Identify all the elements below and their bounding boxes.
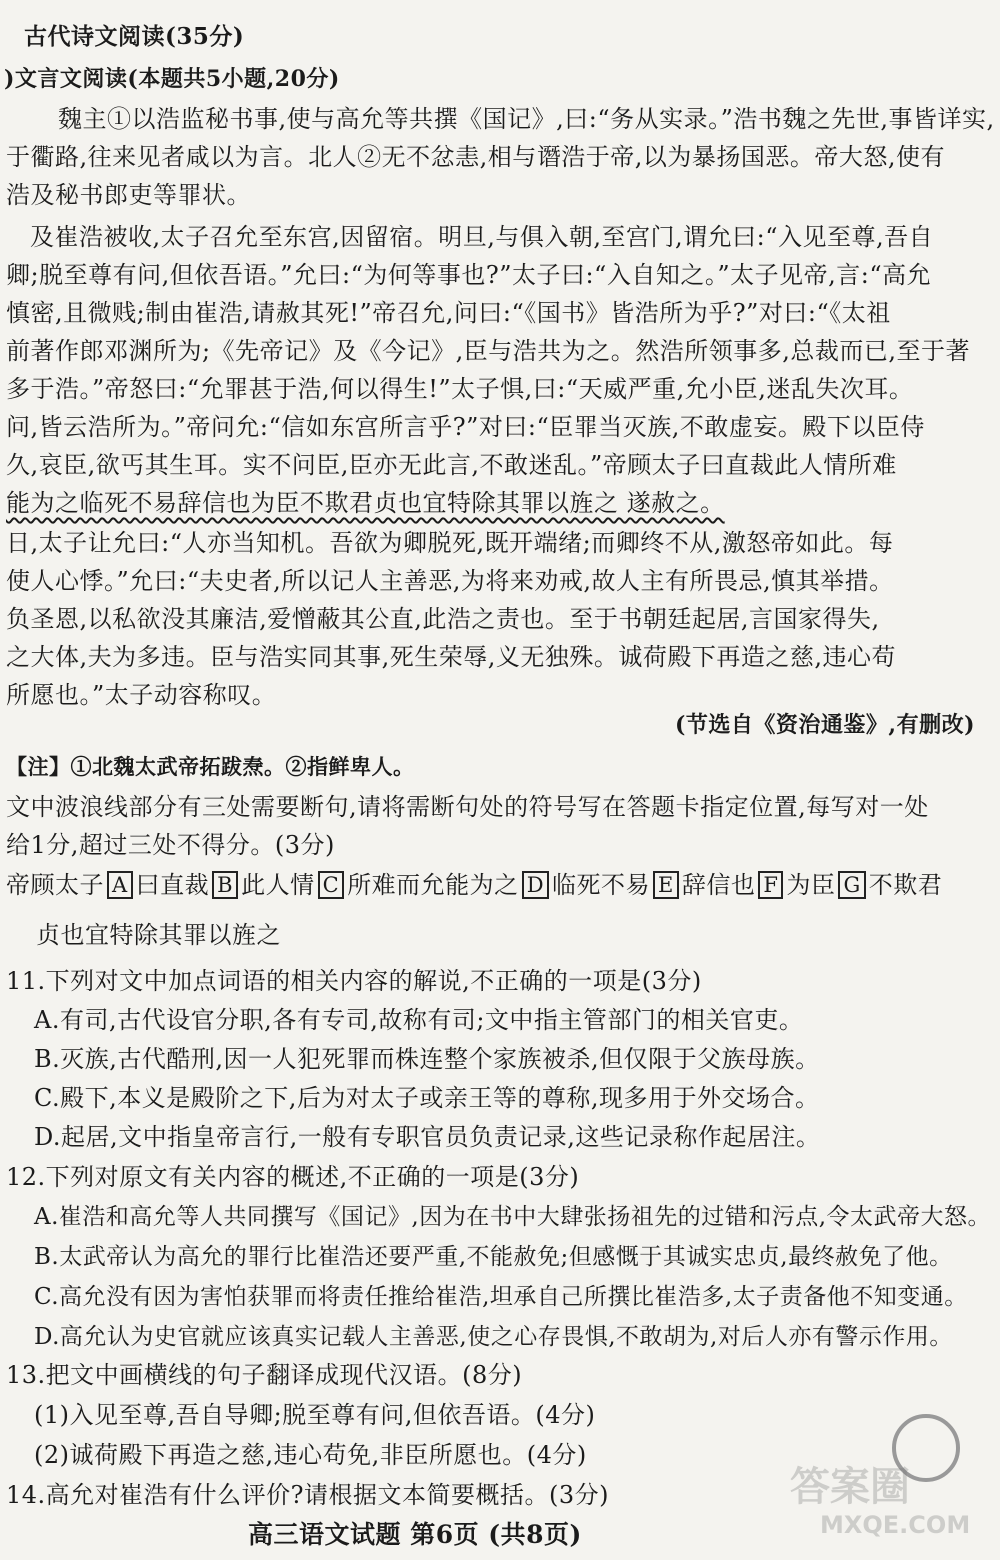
break-label-box: E: [653, 871, 679, 899]
segment: 所难而允能为之: [347, 871, 519, 899]
passage-line: 多于浩。”帝怒曰:“允罪甚于浩,何以得生!”太子惧,曰:“天威严重,允小臣,迷乱失次耳。: [6, 375, 914, 403]
svg-text:答案圈: 答案圈: [790, 1464, 910, 1510]
q10-stem: 给1分,超过三处不得分。(3分): [6, 831, 335, 859]
passage-line-wavy: 能为之临死不易辞信也为臣不欺君贞也宜特除其罪以旌之 遂赦之。: [6, 489, 725, 517]
passage-line-underlined: 卿;脱至尊有问,但依吾语。”允曰:“为何等事也?”太子曰:“入自知之。”太子见帝,言:“高允: [6, 261, 932, 289]
passage-line: 问,皆云浩所为。”帝问允:“信如东宫所言乎?”对曰:“臣罪当灭族,不敢虚妄。殿下以臣侍: [6, 413, 925, 441]
q13-stem: 13.把文中画横线的句子翻译成现代汉语。(8分): [6, 1361, 523, 1389]
segment: 曰直裁: [135, 871, 210, 899]
passage-line: 前著作郎邓渊所为;《先帝记》及《今记》,臣与浩共为之。然浩所领事多,总裁而已,至于著: [6, 337, 970, 365]
break-label-box: F: [758, 871, 783, 899]
break-label-box: B: [212, 871, 238, 899]
passage-line: 慎密,且微贱;制由崔浩,请赦其死!”帝召允,问曰:“《国书》皆浩所为乎?”对曰:“《太祖: [6, 299, 891, 327]
break-label-box: A: [107, 871, 133, 899]
q11-option-b: B.灭族,古代酷刑,因一人犯死罪而株连整个家族被杀,但仅限于父族母族。: [34, 1045, 820, 1073]
segment: 帝顾太子: [6, 871, 104, 899]
footnote: 【注】①北魏太武帝拓跋焘。②指鲜卑人。: [6, 754, 415, 779]
q12-option-a: A.崔浩和高允等人共同撰写《国记》,因为在书中大肆张扬祖先的过错和污点,令太武帝大怒。: [34, 1204, 992, 1230]
page-footer: 高三语文试题 第6页 (共8页): [248, 1520, 582, 1549]
q12-option-d: D.高允认为史官就应该真实记载人主善恶,使之心存畏惧,不敢胡为,对后人亦有警示作用。: [34, 1324, 953, 1350]
q12-option-b: B.太武帝认为高允的罪行比崔浩还要严重,不能赦免;但感慨于其诚实忠贞,最终赦免了他。: [34, 1244, 953, 1270]
q14-stem: 14.高允对崔浩有什么评价?请根据文本简要概括。(3分): [6, 1481, 610, 1509]
passage-line: 魏主①以浩监秘书事,使与高允等共撰《国记》,曰:“务从实录。”浩书魏之先世,事皆详实,: [58, 105, 995, 133]
q10-sentence-tail: 贞也宜特除其罪以旌之: [36, 921, 281, 949]
svg-text:MXQE.COM: MXQE.COM: [820, 1511, 971, 1539]
passage-line: 于衢路,往来见者咸以为言。北人②无不忿恚,相与谮浩于帝,以为暴扬国恶。帝大怒,使有: [6, 143, 946, 171]
q10-stem: 文中波浪线部分有三处需要断句,请将需断句处的符号写在答题卡指定位置,每写对一处: [6, 793, 929, 821]
source-citation: (节选自《资治通鉴》,有删改): [675, 712, 975, 738]
passage-line: 所愿也。”太子动容称叹。: [6, 681, 277, 709]
segment: 为臣: [786, 871, 836, 899]
q11-option-c: C.殿下,本义是殿阶之下,后为对太子或亲王等的尊称,现多用于外交场合。: [34, 1084, 820, 1112]
passage-line-underlined: 之大体,夫为多违。臣与浩实同其事,死生荣辱,义无独殊。诚荷殿下再造之慈,违心苟: [6, 643, 897, 671]
subsection-heading: )文言文阅读(本题共5小题,20分): [4, 66, 340, 92]
q11-option-a: A.有司,古代设官分职,各有专司,故称有司;文中指主管部门的相关官吏。: [34, 1006, 804, 1034]
q12-option-c: C.高允没有因为害怕获罪而将责任推给崔浩,坦承自己所撰比崔浩多,太子责备他不知变通。: [34, 1284, 968, 1310]
passage-line: 使人心悸。”允曰:“夫史者,所以记人主善恶,为将来劝戒,故人主有所畏忌,慎其举措。: [6, 567, 894, 595]
q11-option-d: D.起居,文中指皇帝言行,一般有专职官员负责记录,这些记录称作起居注。: [34, 1123, 821, 1151]
passage-line: 及崔浩被收,太子召允至东宫,因留宿。明旦,与俱入朝,至宫门,谓允曰:“入见至尊,吾自: [30, 223, 934, 251]
watermark-logo: [780, 1455, 980, 1540]
q13-item-2: (2)诚荷殿下再造之慈,违心苟免,非臣所愿也。(4分): [34, 1441, 587, 1469]
segment: 此人情: [241, 871, 315, 899]
q12-stem: 12.下列对原文有关内容的概述,不正确的一项是(3分): [6, 1163, 580, 1191]
passage-line: 日,太子让允曰:“人亦当知机。吾欲为卿脱死,既开端绪;而卿终不从,激怒帝如此。每: [6, 529, 894, 557]
segment: 不欺君: [868, 871, 943, 899]
q10-segmented-sentence: [6, 870, 942, 900]
section-heading: 古代诗文阅读(35分): [24, 23, 245, 50]
passage-line: 负圣恩,以私欲没其廉洁,爱憎蔽其公直,此浩之责也。至于书朝廷起居,言国家得失,: [6, 605, 880, 633]
q13-item-1: (1)入见至尊,吾自导卿;脱至尊有问,但依吾语。(4分): [34, 1401, 596, 1429]
segment: 辞信也: [681, 871, 756, 899]
passage-line-wavy: 久,哀臣,欲丐其生耳。实不问臣,臣亦无此言,不敢迷乱。”帝顾太子曰直裁此人情所难: [6, 451, 897, 479]
q11-stem: 11.下列对文中加点词语的相关内容的解说,不正确的一项是(3分): [6, 967, 702, 995]
break-label-box: D: [522, 871, 549, 899]
break-label-box: C: [318, 871, 345, 899]
segment: 临死不易: [552, 871, 651, 899]
passage-line: 浩及秘书郎吏等罪状。: [6, 181, 251, 209]
break-label-box: G: [838, 871, 865, 899]
